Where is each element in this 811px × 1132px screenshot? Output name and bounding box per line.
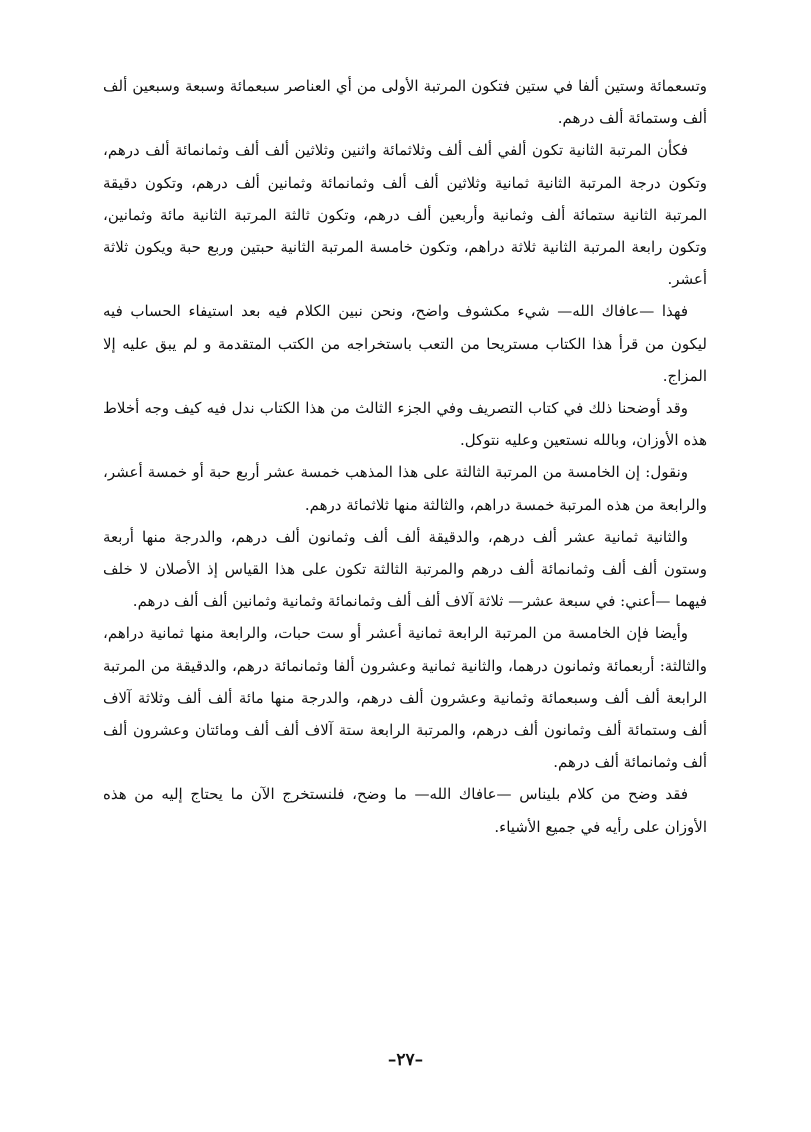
paragraph: فقد وضح من كلام بليناس —عافاك الله— ما وضح، فلنستخرج الآن ما يحتاج إليه من هذه الأوزان على رأيه في جميع الأشياء.	[103, 785, 707, 836]
paragraph: وتسعمائة وستين ألفا في ستين فتكون المرتبة الأولى من أي العناصر سبعمائة وسبعة وسبعين ألف ألف وستمائة ألف درهم.	[103, 77, 707, 128]
body-text	[103, 70, 707, 843]
paragraph: ونقول: إن الخامسة من المرتبة الثالثة على هذا المذهب خمسة عشر أربع حبة أو خمسة أعشر، والرابعة من هذه المرتبة خمسة دراهم، والثالثة منها ثلاثمائة درهم.	[103, 463, 707, 514]
paragraph: وأيضا فإن الخامسة من المرتبة الرابعة ثمانية أعشر أو ست حبات، والرابعة منها ثمانية دراهم، والثالثة: أربعمائة وثمانون درهما، والثانية ثمانية وعشرون ألفا وثمانمائة درهم، والدقيقة من المرتبة الرابعة ألف ألف وسبعمائة وثمانية وعشرون ألف درهم، والدرجة منها مائة ألف ألف وثلاثة آلاف ألف وستمائة ألف وثمانون ألف درهم، والمرتبة الرابعة ستة آلاف ألف ألف ومائتان وعشرون ألف ألف وثمانمائة ألف درهم.	[103, 624, 707, 772]
paragraph: فكأن المرتبة الثانية تكون ألفي ألف ألف وثلاثمائة واثنين وثلاثين ألف ألف وثمانمائة ألف درهم، وتكون درجة المرتبة الثانية ثمانية وثلاثين ألف ألف وثمانمائة وثمانين ألف درهم، وتكون دقيقة المرتبة الثانية ستمائة ألف وثمانية وأربعين ألف درهم، وتكون ثالثة المرتبة الثانية مائة وثمانين، وتكون رابعة المرتبة الثانية ثلاثة دراهم، وتكون خامسة المرتبة الثانية حبتين وربع حبة ويكون ثلاثة أعشر.	[103, 141, 707, 289]
paragraph: فهذا —عافاك الله— شيء مكشوف واضح، ونحن نبين الكلام فيه بعد استيفاء الحساب فيه ليكون من قرأ هذا الكتاب مستريحا من التعب باستخراجه من الكتب المتقدمة و لم يبق عليه إلا المزاج.	[103, 302, 707, 385]
paragraph: والثانية ثمانية عشر ألف درهم، والدقيقة ألف ألف وثمانون ألف درهم، والدرجة منها أربعة وستون ألف ألف وثمانمائة ألف درهم والمرتبة الثالثة تكون على هذا القياس إذ الأصلان لا خلف فيهما —أعني: في سبعة عشر— ثلاثة آلاف ألف ألف وثمانمائة وثمانية وثمانين ألف ألف درهم.	[103, 527, 707, 611]
page-number: –٢٧–	[387, 1050, 424, 1070]
paragraph: وقد أوضحنا ذلك في كتاب التصريف وفي الجزء الثالث من هذا الكتاب ندل فيه كيف وجه أخلاط هذه الأوزان، وبالله نستعين وعليه نتوكل.	[103, 399, 707, 450]
